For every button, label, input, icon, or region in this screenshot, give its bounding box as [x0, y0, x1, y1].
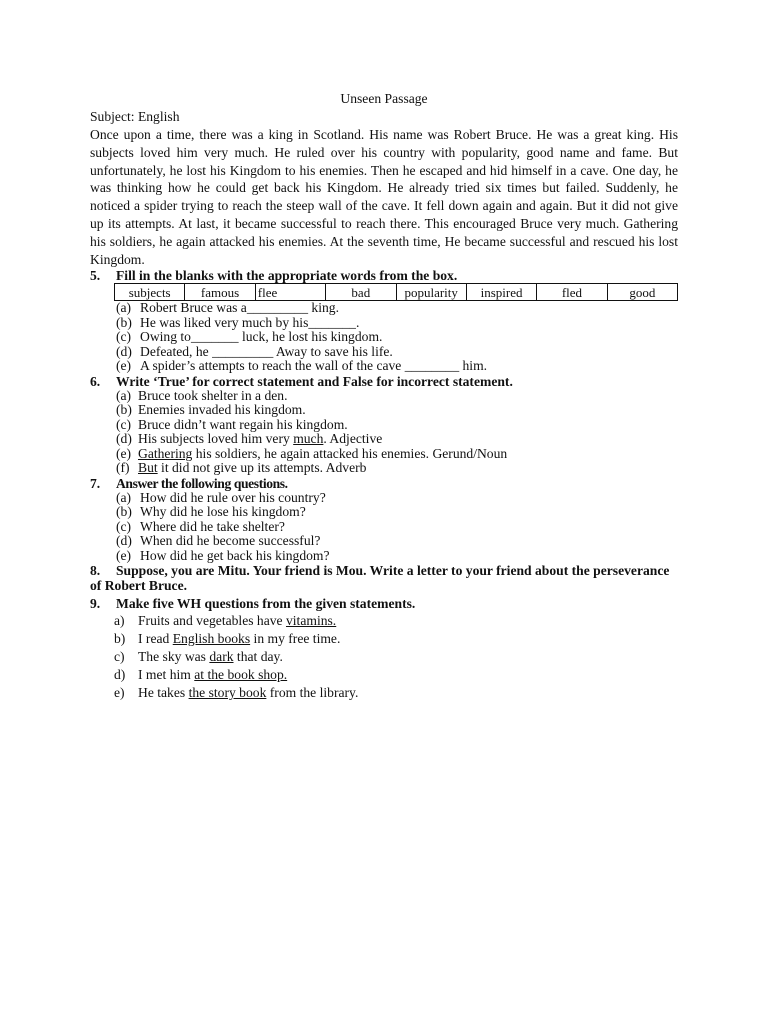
question-text: Answer the following questions. [116, 475, 288, 491]
word-box-cell: famous [185, 284, 255, 301]
word-box-cell: popularity [396, 284, 466, 301]
list-item [90, 359, 678, 374]
subject-line: Subject: English [90, 109, 180, 124]
item-text: Why did he lose his kingdom? [140, 504, 306, 520]
item-text-part: it did not give up its attempts. Adverb [157, 460, 367, 476]
item-label: (e) [116, 547, 132, 563]
question-7-items [90, 491, 678, 564]
list-item [90, 447, 678, 462]
list-item [90, 418, 678, 433]
list-item [90, 461, 678, 476]
item-label: (b) [116, 504, 132, 520]
question-9-items [90, 612, 678, 702]
item-text-part: Bruce took shelter in a den. [138, 387, 288, 403]
question-5-items [90, 301, 678, 374]
list-item [90, 345, 678, 360]
word-box-cell: subjects [115, 284, 185, 301]
item-text-part: Bruce didn’t want regain his kingdom. [138, 416, 348, 432]
item-text-part: . Adjective [323, 431, 383, 447]
word-box-cell: bad [326, 284, 396, 301]
item-text: Defeated, he _________ Away to save his life. [140, 343, 393, 359]
item-label: d) [114, 667, 126, 683]
list-item [90, 389, 678, 404]
list-item [90, 534, 678, 549]
list-item [90, 505, 678, 520]
list-item [90, 630, 678, 648]
item-text [138, 389, 288, 404]
word-box-cell: inspired [466, 284, 536, 301]
item-text [138, 630, 340, 648]
question-number: 8. [90, 563, 101, 579]
word-box [114, 283, 678, 301]
item-label: (a) [116, 387, 132, 403]
item-text: Where did he take shelter? [140, 518, 285, 534]
list-item [90, 648, 678, 666]
item-label: (e) [116, 445, 132, 461]
question-text: Write ‘True’ for correct statement and False for incorrect statement. [116, 373, 513, 389]
item-text: He was liked very much by his_______. [140, 314, 360, 330]
item-label: a) [114, 613, 125, 629]
item-text [138, 403, 306, 418]
item-label: (b) [116, 402, 132, 418]
list-item [90, 666, 678, 684]
underlined-word: at the book shop. [194, 667, 288, 683]
item-label: b) [114, 631, 126, 647]
word-box-cell: flee [255, 284, 325, 301]
item-label: (a) [116, 489, 132, 505]
item-text: When did he become successful? [140, 533, 321, 549]
item-text [138, 648, 283, 666]
question-number: 6. [90, 373, 101, 389]
item-text-part: The sky was [138, 649, 210, 665]
item-text [138, 432, 382, 447]
list-item [90, 491, 678, 506]
item-text: How did he rule over his country? [140, 489, 326, 505]
item-text [138, 418, 348, 433]
question-number: 7. [90, 475, 101, 491]
item-text-part: in my free time. [250, 631, 341, 647]
underlined-word: Gathering [138, 445, 193, 461]
list-item [90, 316, 678, 331]
item-text: Owing to_______ luck, he lost his kingdom. [140, 329, 383, 345]
item-label: (f) [116, 460, 130, 476]
question-number: 9. [90, 596, 101, 612]
item-text [138, 684, 358, 702]
underlined-word: English books [172, 631, 251, 647]
question-text: Suppose, you are Mitu. Your friend is Mou. Write a letter to your friend about the perseverance of Robert Bruce. [90, 563, 670, 594]
list-item [90, 612, 678, 630]
item-text [138, 666, 287, 684]
item-text: How did he get back his kingdom? [140, 547, 330, 563]
word-box-cell: fled [537, 284, 607, 301]
list-item [90, 432, 678, 447]
item-text [138, 447, 507, 462]
item-label: (c) [116, 518, 132, 534]
item-label: (a) [116, 300, 132, 316]
list-item [90, 549, 678, 564]
list-item [90, 330, 678, 345]
item-text-part: Fruits and vegetables have [138, 613, 286, 629]
item-text-part: from the library. [266, 685, 359, 701]
item-text: A spider’s attempts to reach the wall of the cave ________ him. [140, 358, 488, 374]
underlined-word: the story book [188, 685, 267, 701]
underlined-word: vitamins. [285, 613, 337, 629]
item-text-part: He takes [138, 685, 189, 701]
item-text [138, 612, 336, 630]
item-label: (c) [116, 329, 132, 345]
list-item [90, 520, 678, 535]
item-label: (d) [116, 431, 132, 447]
list-item [90, 301, 678, 316]
question-number: 5. [90, 268, 101, 284]
item-label: e) [114, 685, 125, 701]
item-text-part: I met him [138, 667, 195, 683]
list-item [90, 403, 678, 418]
item-text-part: His subjects loved him very [138, 431, 294, 447]
question-6-heading [90, 374, 678, 389]
list-item [90, 684, 678, 702]
page-title: Unseen Passage [340, 91, 428, 106]
question-8-heading [90, 563, 678, 593]
item-label: (d) [116, 343, 132, 359]
item-text-part: that day. [233, 649, 283, 665]
underlined-word: much [293, 431, 324, 447]
passage-text: Once upon a time, there was a king in Scotland. His name was Robert Bruce. He was a great king. His subjects loved him very much. He ruled over his country with popularity, good name and fame. But unfortunately, he lost his Kingdom to his enemies. Then he escaped and hid himself in a cave. One day, he was thinking how he could get back his Kingdom. He already tried six times but failed. Suddenly, he noticed a spider trying to reach the steep wall of the cave. It fell down again and again. But it did not give up its attempts. At last, it became successful to reach there. This encouraged Bruce very much. Gathering his soldiers, he again attacked his enemies. At the seventh time, He became successful and rescued his lost Kingdom. [90, 127, 678, 267]
word-box-cell: good [607, 284, 677, 301]
item-text [138, 461, 366, 476]
item-label: (e) [116, 358, 132, 374]
item-text-part: his soldiers, he again attacked his enemies. Gerund/Noun [192, 445, 508, 461]
item-text: Robert Bruce was a_________ king. [140, 300, 339, 316]
question-6-items [90, 389, 678, 476]
question-text: Fill in the blanks with the appropriate words from the box. [116, 268, 458, 284]
item-label: (c) [116, 416, 132, 432]
question-7-heading [90, 476, 678, 491]
question-5-heading [90, 268, 678, 283]
item-text-part: I read [138, 631, 173, 647]
item-text-part: Enemies invaded his kingdom. [138, 402, 306, 418]
underlined-word: dark [209, 649, 234, 665]
item-label: c) [114, 649, 125, 665]
question-text: Make five WH questions from the given statements. [116, 596, 416, 612]
worksheet-page [90, 90, 678, 702]
question-9-heading [90, 596, 678, 611]
item-label: (b) [116, 314, 132, 330]
underlined-word: But [138, 460, 158, 476]
item-label: (d) [116, 533, 132, 549]
